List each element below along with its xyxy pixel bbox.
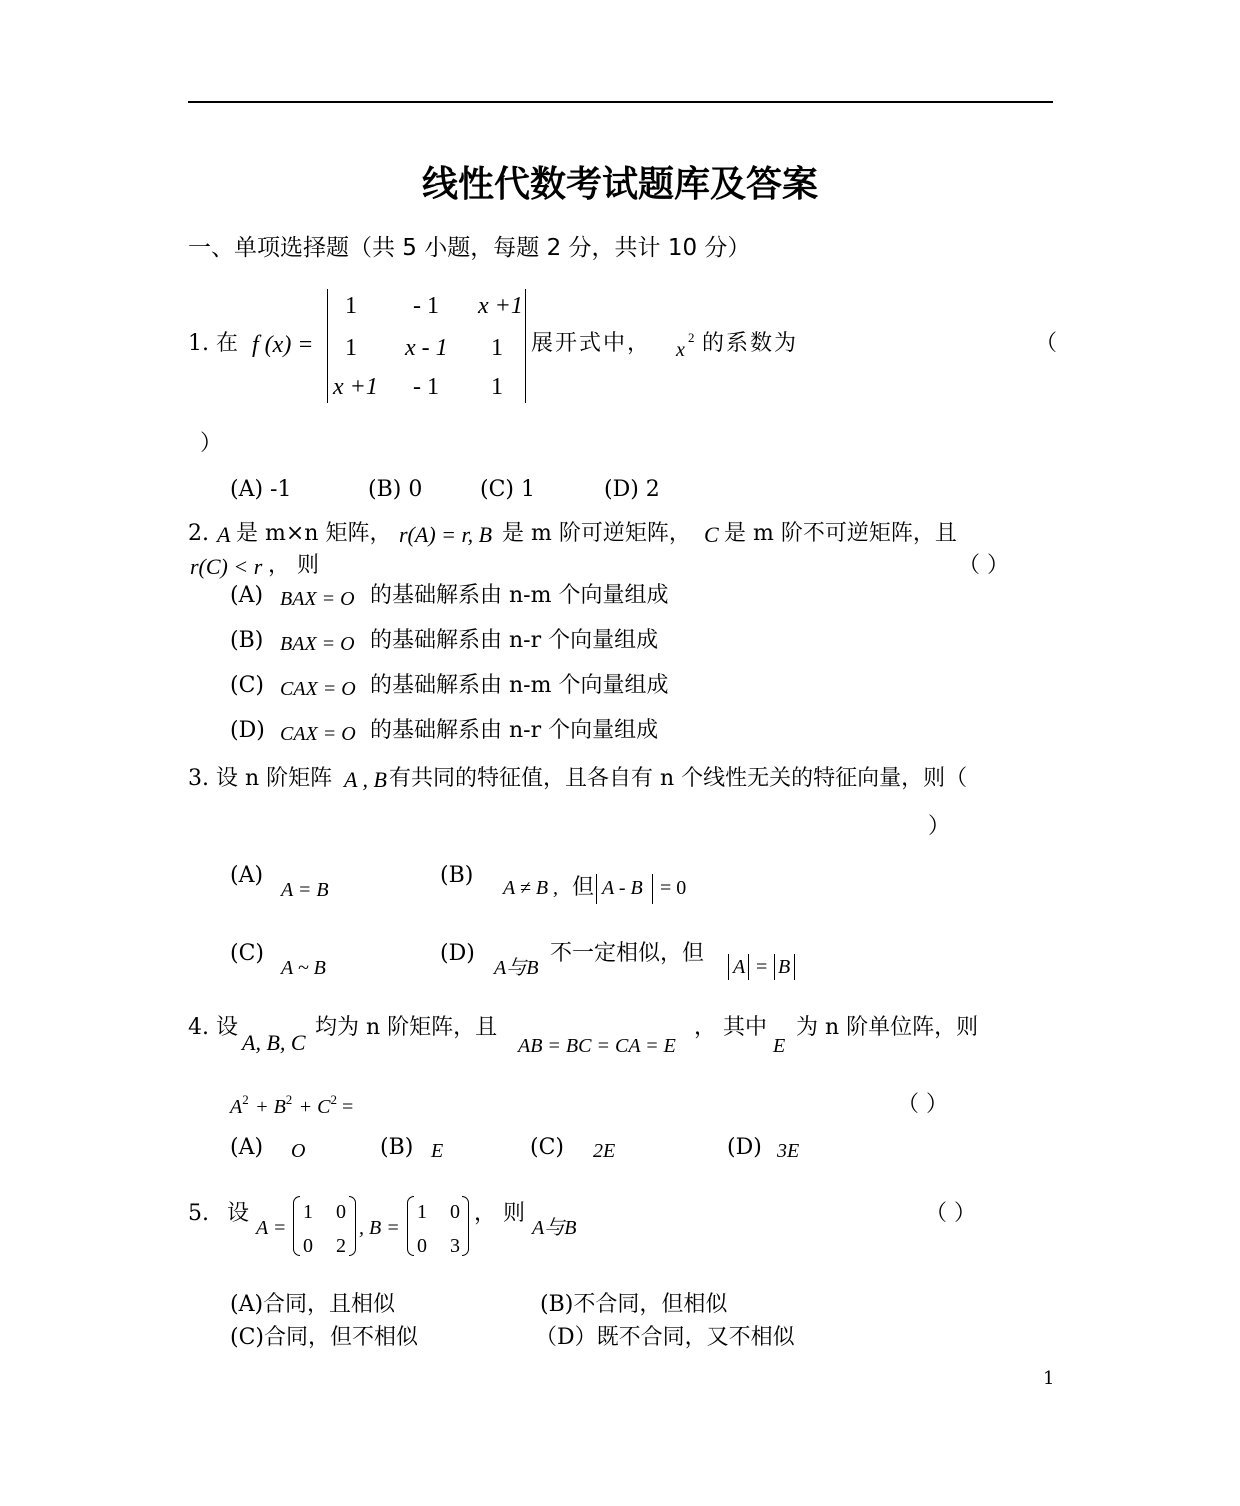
determinant-bar-right: [525, 289, 526, 403]
q3-option-a-eq: A = B: [281, 879, 329, 901]
abs-bar-right: [748, 954, 749, 980]
q3-option-a-label: (A): [230, 863, 264, 888]
page-number: 1: [1043, 1368, 1055, 1389]
abs-bar-right: [652, 874, 653, 904]
q2-option-c-label: (C): [230, 673, 264, 698]
matrix-paren-left: [293, 1196, 300, 1256]
q2-option-a-label: (A): [230, 583, 264, 608]
q4-option-c-label: (C): [530, 1135, 564, 1160]
q4-text-2: 均为 n 阶矩阵，且: [315, 1015, 498, 1040]
q2-text-2: 是 m 阶可逆矩阵，: [502, 521, 691, 546]
q3-text-2: 有共同的特征值，且各自有 n 个线性无关的特征向量，则（: [389, 766, 968, 791]
q4-sum-a: A: [230, 1096, 243, 1118]
q1-answer-paren-open: （: [1035, 331, 1058, 356]
q4-sum-end: =: [337, 1096, 354, 1118]
q4-power: 2: [285, 1092, 293, 1107]
abs-bar-left: [728, 954, 729, 980]
det-cell: x +1: [478, 293, 523, 319]
q4-text-3: ， 其中: [694, 1015, 767, 1040]
q4-text-4: 为 n 阶单位阵，则: [796, 1015, 979, 1040]
q1-text-2: 的系数为: [702, 331, 799, 356]
q1-option-c: (C) 1: [480, 477, 535, 502]
q2-option-b-label: (B): [230, 628, 264, 653]
q1-fx: f (x) =: [252, 332, 314, 358]
matrix-a-cell: 0: [336, 1201, 346, 1223]
q4-option-b-val: E: [431, 1140, 444, 1162]
q3-option-b-but: 但: [572, 875, 595, 900]
matrix-b-cell: 0: [417, 1235, 427, 1257]
q1-number: 1. 在: [188, 331, 238, 356]
q5-a-and-b: A与B: [532, 1217, 577, 1239]
q2-c: C: [704, 522, 719, 547]
q3-option-b-label: (B): [440, 863, 474, 888]
q5-a-eq: A =: [256, 1217, 287, 1239]
q1-option-a: (A) -1: [230, 477, 292, 502]
matrix-b-cell: 0: [450, 1201, 460, 1223]
q2-option-b-eq: BAX = O: [280, 633, 355, 655]
q3-option-d-label: (D): [440, 941, 475, 966]
q5-ze: ， 则: [474, 1201, 525, 1226]
q3-ab: A , B: [344, 767, 387, 792]
q3-text-1: 3. 设 n 阶矩阵: [188, 766, 333, 791]
matrix-paren-right: [349, 1196, 356, 1256]
q4-option-b-label: (B): [380, 1135, 414, 1160]
q2-option-d-eq: CAX = O: [280, 723, 356, 745]
q5-option-a: (A)合同，且相似: [230, 1292, 396, 1317]
q4-sum-b: + B: [255, 1096, 286, 1118]
q5-she: 设: [227, 1201, 250, 1226]
q3-option-c-label: (C): [230, 941, 264, 966]
det-cell: 1: [491, 335, 503, 361]
matrix-paren-right: [462, 1196, 469, 1256]
q1-answer-paren-close: ）: [200, 431, 223, 456]
q3-option-d-a: A: [733, 956, 746, 978]
matrix-a-cell: 0: [303, 1235, 313, 1257]
q4-text-1: 4. 设: [188, 1015, 238, 1040]
q2-rank-c: r(C) < r: [190, 554, 263, 579]
det-cell: 1: [491, 374, 503, 400]
q2-option-a-eq: BAX = O: [280, 588, 355, 610]
q4-option-c-val: 2E: [593, 1140, 616, 1162]
matrix-b-cell: 1: [417, 1201, 427, 1223]
determinant-bar-left: [327, 289, 328, 403]
q2-option-d-text: 的基础解系由 n-r 个向量组成: [370, 718, 659, 743]
q2-option-d-label: (D): [230, 718, 265, 743]
q4-sum-expression: [230, 1092, 354, 1118]
q4-abc: A, B, C: [242, 1030, 306, 1055]
q4-sum-c: + C: [298, 1096, 331, 1118]
abs-bar-right: [794, 954, 795, 980]
q3-option-d-text: 不一定相似，但: [550, 941, 705, 966]
matrix-a-cell: 1: [303, 1201, 313, 1223]
q2-option-c-eq: CAX = O: [280, 678, 356, 700]
matrix-paren-left: [407, 1196, 414, 1256]
q4-equation: AB = BC = CA = E: [518, 1035, 676, 1057]
q4-e: E: [773, 1035, 786, 1057]
top-rule: [188, 101, 1053, 103]
q1-text: 展开式中，: [531, 331, 652, 356]
q2-text-1: 是 m×n 矩阵，: [236, 521, 392, 546]
abs-bar-left: [596, 874, 597, 904]
section-heading: 一、单项选择题（共 5 小题，每题 2 分，共计 10 分）: [188, 235, 751, 261]
q5-b-eq: , B =: [359, 1217, 400, 1239]
q5-option-c: (C)合同，但不相似: [230, 1325, 418, 1350]
q1-option-b: (B) 0: [368, 477, 423, 502]
q2-answer-paren: （ ）: [958, 553, 1009, 578]
q2-text-3: 是 m 阶不可逆矩阵，且: [724, 521, 957, 546]
q3-option-b-eq-1: A ≠ B ,: [503, 877, 559, 899]
det-cell: x - 1: [405, 335, 448, 361]
q4-option-d-label: (D): [727, 1135, 762, 1160]
q5-answer-paren: （ ）: [925, 1201, 976, 1226]
q1-power: 2: [688, 330, 695, 345]
q3-option-b-eq-2: A - B: [602, 877, 643, 899]
q4-answer-paren: （ ）: [897, 1092, 948, 1117]
q4-option-a-val: O: [291, 1140, 306, 1162]
q2-number: 2.: [188, 521, 209, 546]
q5-number: 5.: [188, 1201, 209, 1226]
abs-bar-left: [774, 954, 775, 980]
q3-answer-paren-close: ）: [928, 814, 951, 839]
matrix-a-cell: 2: [336, 1235, 346, 1257]
q2-option-b-text: 的基础解系由 n-r 个向量组成: [370, 628, 659, 653]
q2-rank-a: r(A) = r, B: [399, 522, 493, 547]
q2-text-4: ， 则: [268, 553, 319, 578]
q4-option-d-val: 3E: [777, 1140, 800, 1162]
q3-option-c-eq: A ~ B: [281, 957, 326, 979]
q2-option-a-text: 的基础解系由 n-m 个向量组成: [370, 583, 669, 608]
q2-a: A: [217, 522, 231, 547]
q3-option-d-eq: A与B: [494, 957, 539, 979]
q4-power: 2: [242, 1092, 249, 1107]
q3-option-d-equals: =: [756, 956, 768, 978]
q4-option-a-label: (A): [230, 1135, 264, 1160]
q5-option-b: (B)不合同，但相似: [540, 1292, 728, 1317]
q5-option-d: （D）既不合同，又不相似: [535, 1325, 795, 1350]
matrix-b-cell: 3: [450, 1235, 460, 1257]
q4-power: 2: [330, 1092, 337, 1107]
det-cell: 1: [345, 293, 357, 319]
q1-option-d: (D) 2: [604, 477, 660, 502]
q3-option-d-b: B: [778, 956, 791, 978]
q1-x: x: [676, 339, 685, 361]
det-cell: 1: [345, 335, 357, 361]
q3-option-b-eq-3: = 0: [660, 877, 687, 899]
q2-option-c-text: 的基础解系由 n-m 个向量组成: [370, 673, 669, 698]
det-cell: - 1: [413, 374, 439, 400]
det-cell: - 1: [413, 293, 439, 319]
page-title: 线性代数考试题库及答案: [421, 163, 818, 205]
det-cell: x +1: [333, 374, 378, 400]
